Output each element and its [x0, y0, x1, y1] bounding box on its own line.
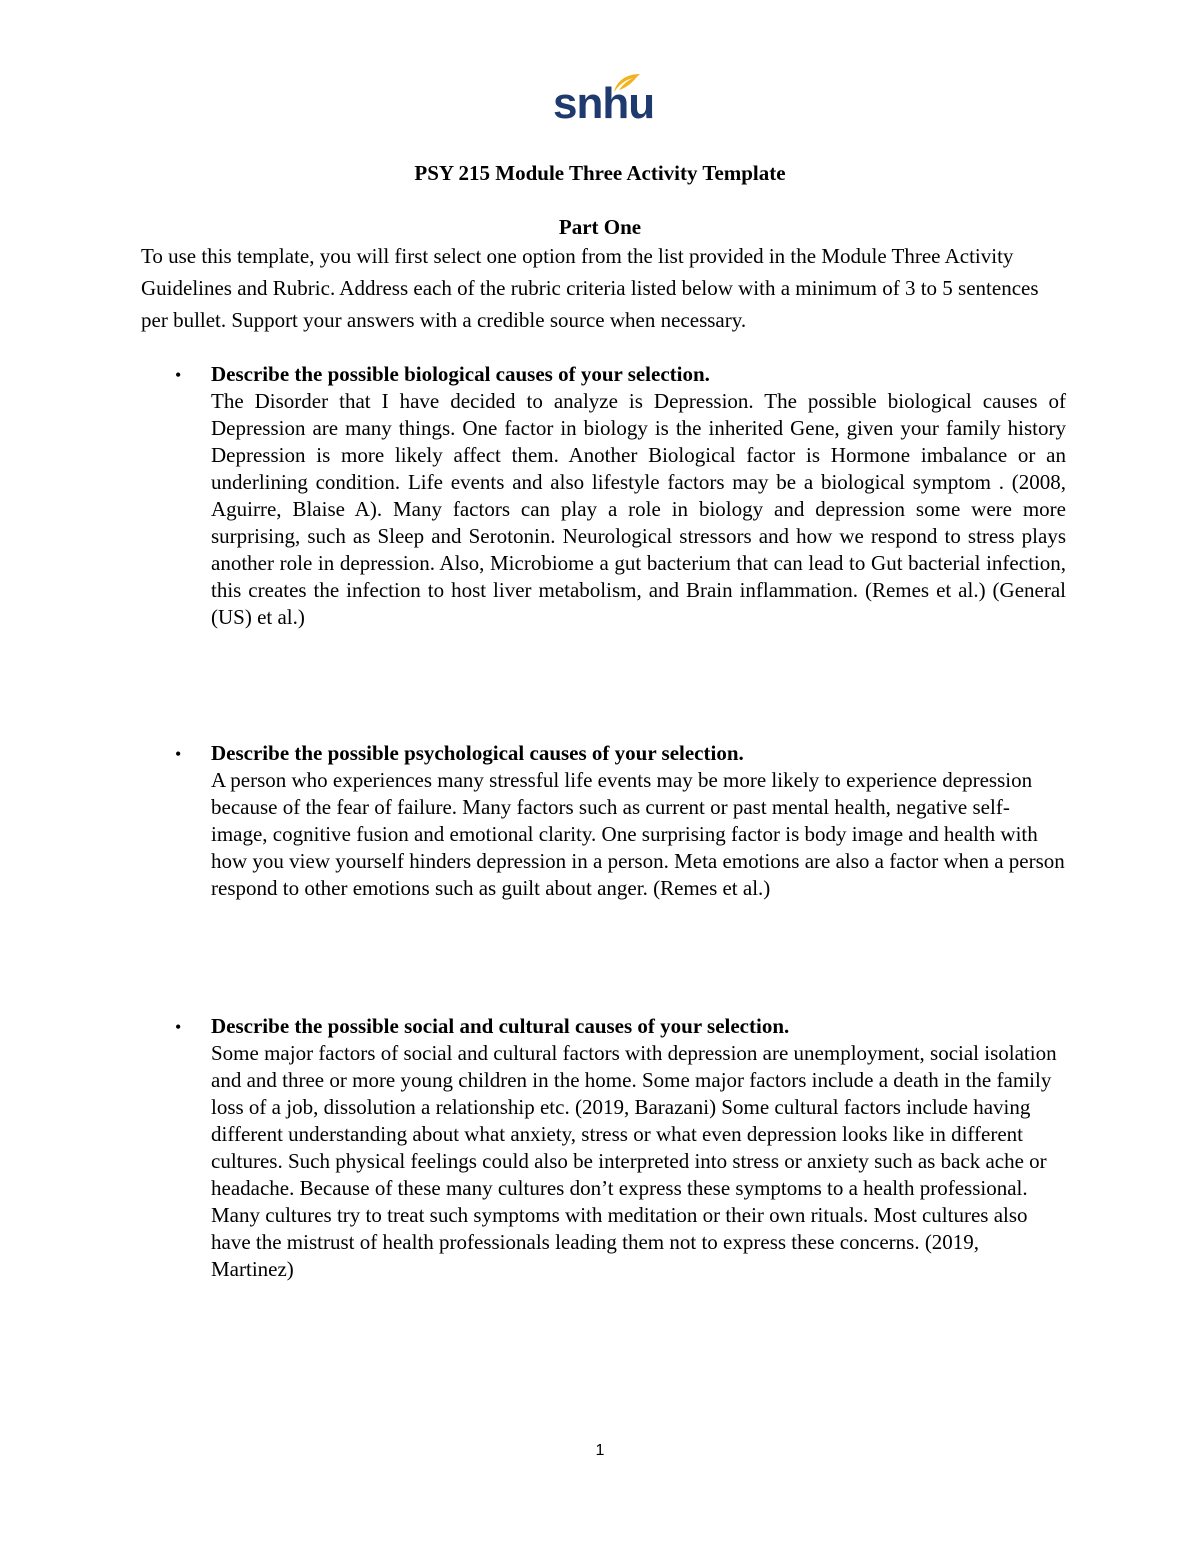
- snhu-logo: [553, 70, 655, 134]
- page-number: 1: [595, 1442, 605, 1459]
- question-social-cultural: Describe the possible social and cultural causes of your selection.: [211, 1014, 790, 1038]
- bullet-icon: •: [175, 365, 182, 385]
- bullet-icon: •: [175, 1017, 182, 1037]
- answer-biological: The Disorder that I have decided to analyze is Depression. The possible biological causes of Depression are many things. One factor in biology is the inherited Gene, given your family history Depression is more likely affect them. Another Biological factor is Hormone imbalance or an underlining condition. Life events and also lifestyle factors may be a biological symptom . (2008, Aguirre, Blaise A). Many factors can play a role in biology and depression some were more surprising, such as Sleep and Serotonin. Neurological stressors and how we respond to stress plays another role in depression. Also, Microbiome a gut bacterium that can lead to Gut bacterial infection, this creates the infection to host liver metabolism, and Brain inflammation. (Remes et al.) (General (US) et al.): [211, 389, 1066, 629]
- answer-social-cultural: Some major factors of social and cultural factors with depression are unemployment, social isolation and and three or more young children in the home. Some major factors include a death in the family loss of a job, dissolution a relationship etc. (2019, Barazani) Some cultural factors include having different understanding about what anxiety, stress or what even depression looks like in different cultures. Such physical feelings could also be interpreted into stress or anxiety such as back ache or headache. Because of these many cultures don’t express these symptoms to a health professional. Many cultures try to treat such symptoms with meditation or their own rituals. Most cultures also have the mistrust of health professionals leading them not to express these concerns. (2019, Martinez): [211, 1041, 1057, 1281]
- question-psychological: Describe the possible psychological causes of your selection.: [211, 741, 744, 765]
- part-heading: Part One: [558, 215, 642, 239]
- section-psychological: [141, 740, 1066, 902]
- document-title: PSY 215 Module Three Activity Template: [414, 161, 786, 185]
- bullet-icon: •: [175, 744, 182, 764]
- section-social-cultural: [141, 1013, 1066, 1283]
- intro-paragraph: To use this template, you will first select one option from the list provided in the Module Three Activity Guidelines and Rubric. Address each of the rubric criteria listed below with a minimum of 3 to 5 sentences per bullet. Support your answers with a credible source when necessary.: [141, 244, 1039, 332]
- answer-psychological: A person who experiences many stressful life events may be more likely to experience depression because of the fear of failure. Many factors such as current or past mental health, negative self-image, cognitive fusion and emotional clarity. One surprising factor is body image and health with how you view yourself hinders depression in a person. Meta emotions are also a factor when a person respond to other emotions such as guilt about anger. (Remes et al.): [211, 768, 1065, 900]
- logo-wordmark: snhu: [553, 79, 655, 128]
- question-biological: Describe the possible biological causes of your selection.: [211, 362, 710, 386]
- section-biological: [141, 361, 1066, 631]
